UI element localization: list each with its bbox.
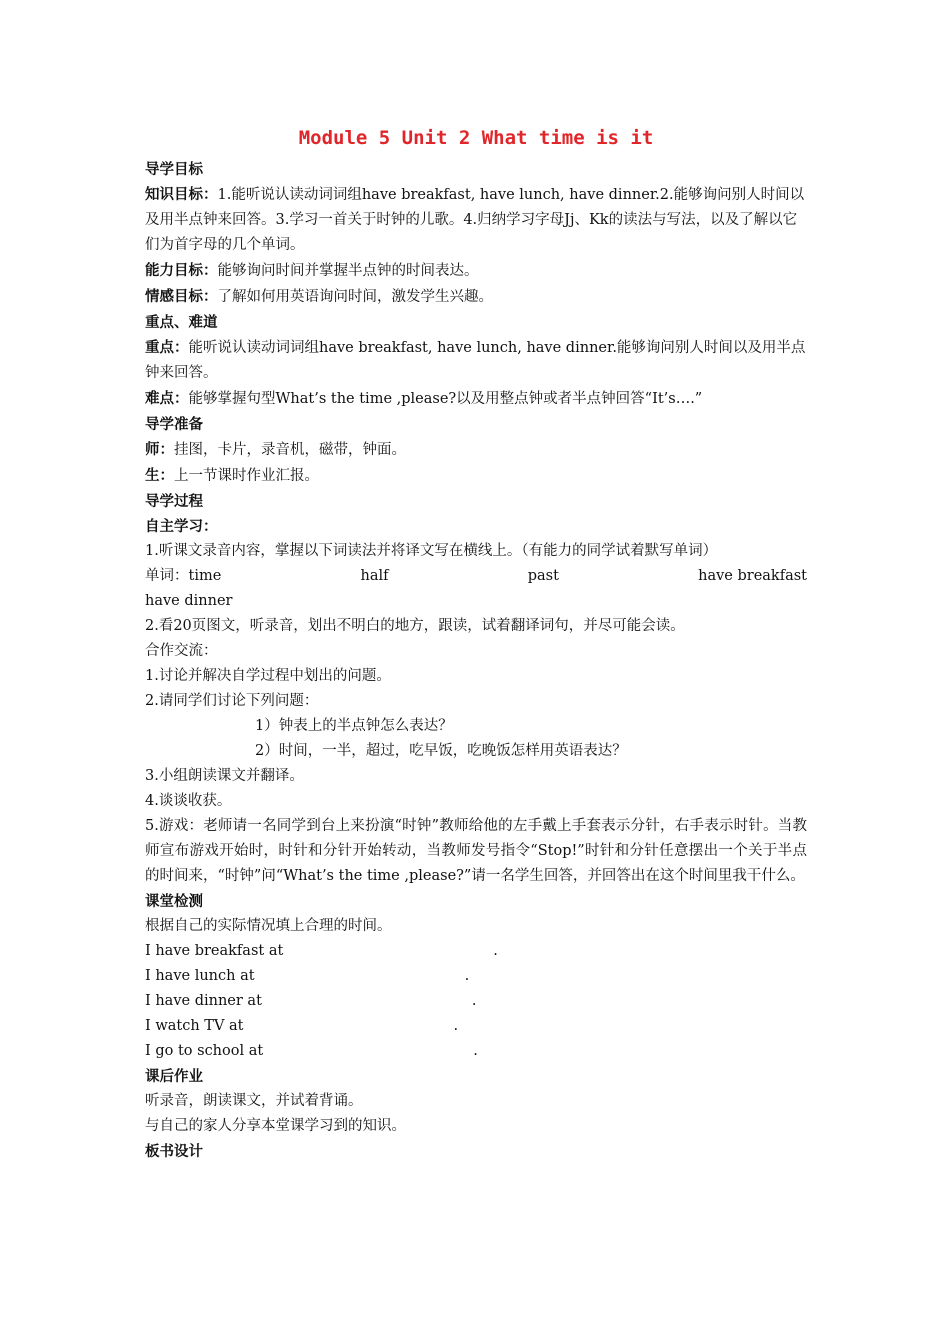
coop-item-4: 4.谈谈收获。 [145, 793, 232, 809]
student-text: 上一节课时作业汇报。 [174, 468, 319, 484]
coop-item-2: 2.请同学们讨论下列问题： [145, 693, 319, 709]
fill-label: I watch TV at [145, 1018, 244, 1034]
fill-line [145, 1039, 807, 1064]
fill-blank[interactable] [283, 939, 493, 964]
document-page [145, 125, 807, 1164]
fill-line [145, 1014, 807, 1039]
ability-text: 能够询问时间并掌握半点钟的时间表达。 [217, 263, 479, 279]
knowledge-text: 1.能听说认读动词词组have breakfast, have lunch, have dinner.2.能够询问别人时间以及用半点钟来回答。3.学习一首关于时钟的儿歌。4.归纳学习字母Jj、Kk的读法与写法，以及了解以它们为首字母的几个单词。 [145, 187, 805, 253]
key-label: 重点： [145, 339, 189, 356]
homework-2: 与自己的家人分享本堂课学习到的知识。 [145, 1118, 406, 1134]
word-item: past [527, 568, 559, 584]
word-item: 单词：time [145, 568, 222, 584]
word-item-last: have dinner [145, 593, 233, 609]
ability-objective [145, 258, 807, 284]
difficult-point [145, 386, 807, 412]
fill-label: I go to school at [145, 1043, 264, 1059]
heading-preparation: 导学准备 [145, 416, 203, 433]
fill-end: . [464, 968, 470, 984]
fill-label: I have breakfast at [145, 943, 284, 959]
self-study-2: 2.看20页图文，听录音，划出不明白的地方，跟读，试着翻译词句，并尽可能会读。 [145, 618, 685, 634]
coop-item-1: 1.讨论并解决自学过程中划出的问题。 [145, 668, 391, 684]
teacher-prep [145, 437, 807, 463]
teacher-text: 挂图，卡片，录音机，磁带，钟面。 [174, 442, 406, 458]
fill-label: I have dinner at [145, 993, 262, 1009]
word-item: half [360, 568, 389, 584]
heading-cooperation: 合作交流： [145, 643, 218, 659]
key-point [145, 335, 807, 386]
emotion-label: 情感目标： [145, 288, 218, 305]
heading-key-points: 重点、难道 [145, 314, 218, 331]
difficult-label: 难点： [145, 390, 189, 407]
fill-end: . [493, 943, 498, 959]
document-title: Module 5 Unit 2 What time is it [298, 127, 654, 149]
heading-self-study: 自主学习： [145, 518, 218, 535]
heading-homework: 课后作业 [145, 1068, 203, 1085]
fill-line [145, 964, 807, 989]
fill-end: . [471, 993, 477, 1009]
emotion-objective [145, 284, 807, 310]
student-prep [145, 463, 807, 489]
word-item: have breakfast [698, 568, 807, 584]
coop-item-3: 3.小组朗读课文并翻译。 [145, 768, 304, 784]
key-text: 能听说认读动词词组have breakfast, have lunch, have dinner.能够询问别人时间以及用半点钟来回答。 [145, 340, 806, 381]
difficult-text: 能够掌握句型What’s the time ,please?以及用整点钟或者半点钟回答“It’s….” [188, 391, 703, 407]
teacher-label: 师： [145, 441, 174, 458]
test-intro: 根据自己的实际情况填上合理的时间。 [145, 918, 392, 934]
knowledge-objective [145, 182, 807, 258]
self-study-1: 1.听课文录音内容，掌握以下词读法并将译文写在横线上。（有能力的同学试着默写单词） [145, 543, 718, 559]
fill-label: I have lunch at [145, 968, 255, 984]
heading-process: 导学过程 [145, 493, 203, 510]
heading-class-test: 课堂检测 [145, 893, 203, 910]
ability-label: 能力目标： [145, 262, 218, 279]
fill-blank[interactable] [262, 989, 472, 1014]
fill-end: . [473, 1043, 478, 1059]
heading-board-design: 板书设计 [145, 1143, 203, 1160]
homework-1: 听录音，朗读课文，并试着背诵。 [145, 1093, 363, 1109]
coop-item-2a: 1）钟表上的半点钟怎么表达？ [255, 718, 453, 734]
coop-item-2b: 2）时间，一半，超过，吃早饭，吃晚饭怎样用英语表达？ [255, 743, 627, 759]
coop-item-5: 5.游戏：老师请一名同学到台上来扮演“时钟”教师给他的左手戴上手套表示分针，右手表示时针。当教师宣布游戏开始时，时针和分针开始转动，当教师发号指令“Stop!”时针和分针任意摆出一个关于半点的时间来，“时钟”问“What’s the time ,please?”请一名学生回答，并回答出在这个时间里我干什么。 [145, 818, 807, 884]
fill-line [145, 989, 807, 1014]
knowledge-label: 知识目标： [145, 186, 218, 203]
student-label: 生： [145, 467, 174, 484]
fill-blank[interactable] [255, 964, 465, 989]
heading-objectives: 导学目标 [145, 161, 203, 178]
emotion-text: 了解如何用英语询问时间，激发学生兴趣。 [217, 289, 493, 305]
fill-end: . [453, 1018, 459, 1034]
word-list [145, 564, 807, 589]
fill-line [145, 939, 807, 964]
fill-blank[interactable] [244, 1014, 454, 1039]
fill-blank[interactable] [263, 1039, 473, 1064]
